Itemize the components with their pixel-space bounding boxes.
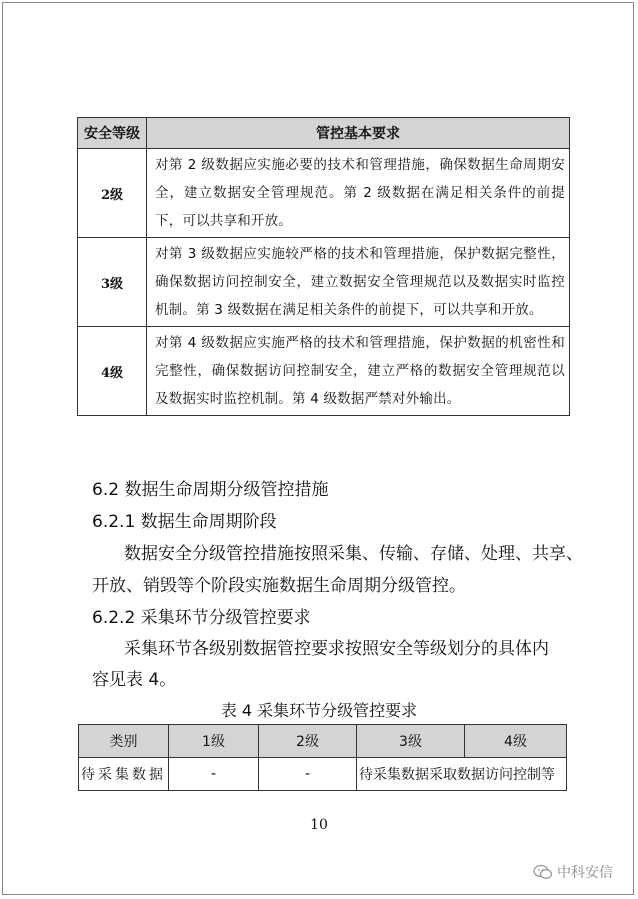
security-level-table bbox=[77, 117, 570, 416]
table-row bbox=[78, 327, 570, 416]
watermark bbox=[533, 862, 613, 882]
category-cell: 待采集数据 bbox=[79, 758, 169, 791]
level-2-cell: - bbox=[259, 758, 357, 791]
level-3-4-cell: 待采集数据采取数据访问控制等 bbox=[357, 758, 567, 791]
level-cell: 4级 bbox=[78, 327, 147, 416]
header-security-level: 安全等级 bbox=[78, 118, 147, 149]
table-row bbox=[78, 149, 570, 238]
requirement-cell: 对第 2 级数据应实施必要的技术和管理措施，确保数据生命周期安全，建立数据安全管理规范。第 2 级数据在满足相关条件的前提下，可以共享和开放。 bbox=[147, 149, 570, 238]
header-level-2: 2级 bbox=[259, 725, 357, 758]
collection-control-table bbox=[78, 724, 567, 791]
level-1-cell: - bbox=[169, 758, 259, 791]
paragraph-line: 容见表 4。 bbox=[92, 670, 177, 690]
requirement-cell: 对第 4 级数据应实施严格的技术和管理措施，保护数据的机密性和完整性，确保数据访问控制安全，建立严格的数据安全管理规范以及数据实时监控机制。第 4 级数据严禁对外输出。 bbox=[147, 327, 570, 416]
table-row bbox=[78, 238, 570, 327]
section-heading-6-2-2: 6.2.2 采集环节分级管控要求 bbox=[92, 608, 311, 628]
paragraph-line: 开放、销毁等个阶段实施数据生命周期分级管控。 bbox=[92, 576, 466, 596]
table4-title: 表 4 采集环节分级管控要求 bbox=[220, 701, 418, 720]
section-heading-6-2: 6.2 数据生命周期分级管控措施 bbox=[92, 480, 329, 500]
level-cell: 3级 bbox=[78, 238, 147, 327]
level-cell: 2级 bbox=[78, 149, 147, 238]
header-level-1: 1级 bbox=[169, 725, 259, 758]
wechat-icon bbox=[533, 864, 553, 880]
requirement-cell: 对第 3 级数据应实施较严格的技术和管理措施，保护数据完整性，确保数据访问控制安全，建立数据安全管理规范以及数据实时监控机制。第 3 级数据在满足相关条件的前提下，可以共享和开放。 bbox=[147, 238, 570, 327]
header-category: 类别 bbox=[79, 725, 169, 758]
header-level-3: 3级 bbox=[357, 725, 465, 758]
paragraph-line: 数据安全分级管控措施按照采集、传输、存储、处理、共享、 bbox=[124, 544, 583, 564]
page-number: 10 bbox=[310, 817, 328, 833]
table-row bbox=[79, 758, 567, 791]
header-level-4: 4级 bbox=[465, 725, 567, 758]
watermark-text: 中科安信 bbox=[557, 865, 613, 881]
section-heading-6-2-1: 6.2.1 数据生命周期阶段 bbox=[92, 512, 277, 532]
header-control-requirements: 管控基本要求 bbox=[147, 118, 570, 149]
paragraph-line: 采集环节各级别数据管控要求按照安全等级划分的具体内 bbox=[124, 639, 549, 659]
